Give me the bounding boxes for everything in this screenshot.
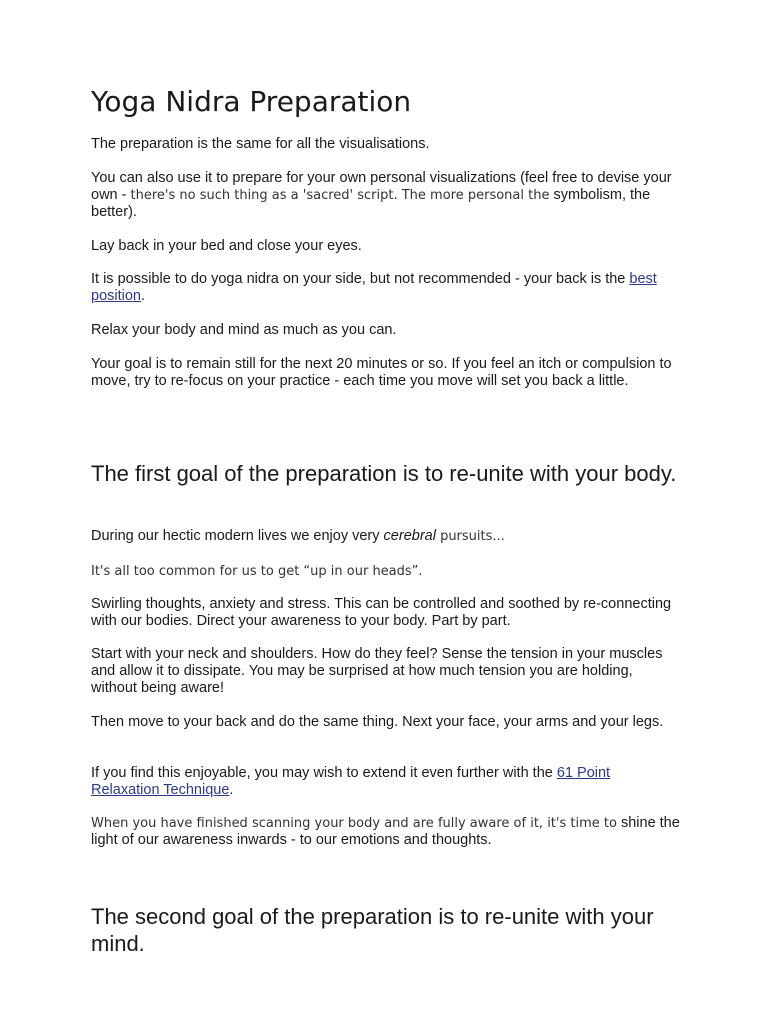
personal-visualizations-text-c: symbolism, the better). (91, 187, 651, 220)
intro-paragraph: The preparation is the same for all the visualisations. (91, 136, 430, 152)
side-position-text-b: . (140, 288, 146, 304)
extend-further-text-b: . (229, 782, 234, 798)
cerebral-emphasis: cerebral (383, 528, 436, 544)
back-face-arms-paragraph: Then move to your back and do the same thing. Next your face, your arms and your legs. (91, 714, 664, 730)
personal-visualizations-text-b: there's no such thing as a 'sacred' script. The more personal the (130, 188, 550, 203)
scanning-finished-paragraph (91, 815, 681, 849)
up-in-heads-paragraph: It's all too common for us to get “up in our heads”. (91, 564, 423, 579)
side-position-paragraph (91, 271, 681, 305)
neck-shoulders-paragraph: Start with your neck and shoulders. How do they feel? Sense the tension in your muscles and allow it to dissipate. You may be surprised at how much tension you are holding, without being aware! (91, 646, 663, 696)
best-position-link[interactable]: best position (91, 271, 657, 304)
lay-back-paragraph: Lay back in your bed and close your eyes. (91, 238, 362, 254)
scanning-finished-text-b: shine the light of our awareness inwards - to our emotions and thoughts. (91, 815, 680, 848)
side-position-text-a: It is possible to do yoga nidra on your side, but not recommended - your back is the (91, 271, 630, 287)
extend-further-text-a: If you find this enjoyable, you may wish to extend it even further with the (91, 765, 557, 781)
swirling-thoughts-paragraph: Swirling thoughts, anxiety and stress. This can be controlled and soothed by re-connecting with our bodies. Direct your awareness to your body. Part by part. (91, 596, 672, 629)
mind-goal-heading: The second goal of the preparation is to re-unite with your mind. (91, 904, 654, 956)
body-goal-heading: The first goal of the preparation is to re-unite with your body. (91, 461, 677, 486)
relax-paragraph: Relax your body and mind as much as you can. (91, 322, 397, 338)
scanning-finished-text-a: When you have finished scanning your body and are fully aware of it, it's time to (91, 816, 617, 831)
personal-visualizations-text-a: You can also use it to prepare for your own personal visualizations (feel free to devise your own - (91, 170, 672, 203)
remain-still-paragraph: Your goal is to remain still for the next 20 minutes or so. If you feel an itch or compulsion to move, try to re-focus on your practice - each time you move will set you back a little. (91, 356, 672, 389)
relaxation-technique-link[interactable]: 61 Point Relaxation Technique (91, 765, 611, 798)
hectic-lives-text-a: During our hectic modern lives we enjoy very (91, 528, 384, 544)
hectic-lives-paragraph (91, 528, 505, 545)
hectic-lives-text-b: pursuits... (435, 529, 505, 544)
page-title: Yoga Nidra Preparation (91, 85, 412, 118)
extend-further-paragraph (91, 765, 681, 799)
personal-visualizations-paragraph (91, 170, 681, 221)
